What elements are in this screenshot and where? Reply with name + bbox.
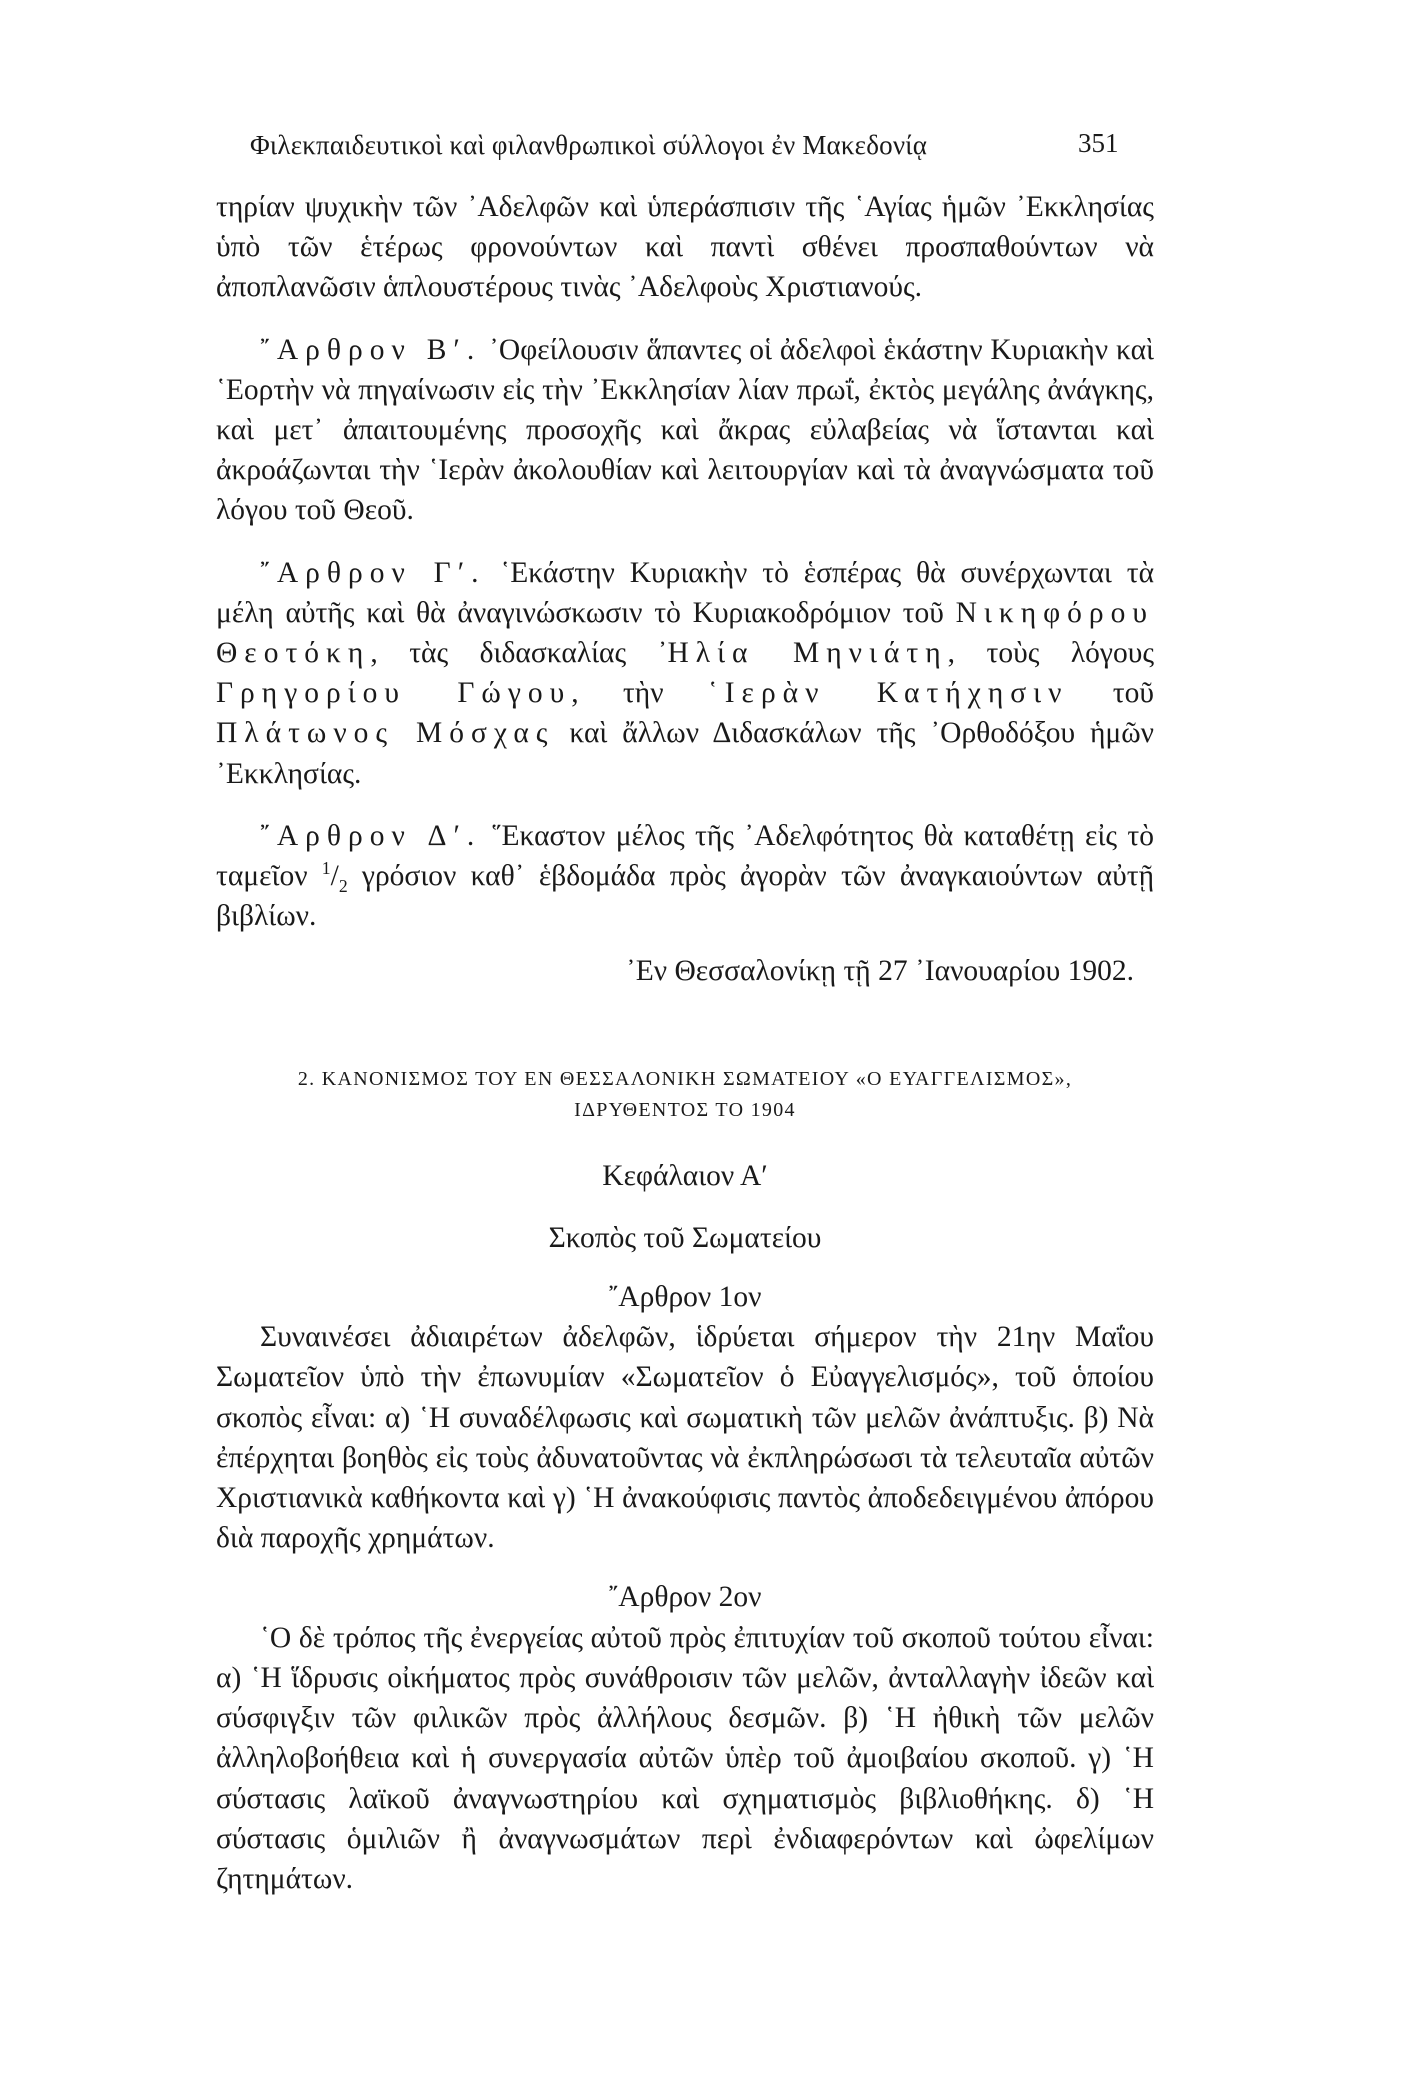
article-d-text: ῞Εκαστον μέλος τῆς ᾿Αδελφότητος θὰ καταθέτῃ εἰς τὸ ταμεῖον [216, 819, 1154, 893]
author-name: Γρηγορίου Γώγου [216, 677, 572, 710]
running-title: Φιλεκπαιδευτικοὶ καὶ φιλανθρωπικοὶ σύλλογοι ἐν Μακεδονίᾳ [250, 130, 928, 160]
article-g-text: τοῦ [1112, 677, 1155, 710]
page-number: 351 [1078, 128, 1119, 158]
article-g-text: καὶ ἄλλων Διδασκάλων τῆς ᾿Ορθοδόξου ἡμῶν ᾿Εκκλησίας. [216, 717, 1155, 790]
chapter-heading: Κεφάλαιον Α′ [602, 1159, 768, 1192]
fraction-numerator: 1 [321, 858, 331, 879]
article-g-text: , τοὺς λόγους [947, 637, 1154, 670]
article-b-text: ᾿Οφείλουσιν ἅπαντες οἱ ἀδελφοὶ ἑκάστην Κυριακὴν καὶ ῾Εορτὴν νὰ πηγαίνωσιν εἰς τὴν ᾿Εκκλησίαν λίαν πρωΐ, ἐκτὸς μεγάλης ἀνάγκης, καὶ μετ᾿ ἀπαιτουμένης προσοχῆς καὶ ἄκρας εὐλαβείας νὰ ἵστανται καὶ ἀκροάζωνται τὴν ῾Ιερὰν ἀκολουθίαν καὶ λειτουργίαν καὶ τὰ ἀναγνώσματα τοῦ λόγου τοῦ Θεοῦ. [216, 333, 1154, 527]
chapter-subtitle: Σκοπὸς τοῦ Σωματείου [548, 1221, 822, 1254]
article-d-label: ῎Αρθρον Δ′. [260, 819, 482, 852]
article-2-heading: ῎Αρθρον 2ον [608, 1581, 762, 1614]
article-g-text: ῾Εκάστην Κυριακὴν τὸ ἑσπέρας θὰ συνέρχωνται τὰ μέλη αὐτῆς καὶ θὰ ἀναγινώσκωσιν τὸ Κυριακοδρόμιον τοῦ [216, 556, 1155, 629]
article-2-paragraph: ῾Ο δὲ τρόπος τῆς ἐνεργείας αὐτοῦ πρὸς ἐπιτυχίαν τοῦ σκοποῦ τούτου εἶναι: α) ῾Η ἵδρυσις οἰκήματος πρὸς συνάθροισιν τῶν μελῶν, ἀνταλλαγὴν ἰδεῶν καὶ σύσφιγξιν τῶν φιλικῶν πρὸς ἀλλήλους δεσμῶν. β) ῾Η ἠθικὴ τῶν μελῶν ἀλληλοβοήθεια καὶ ἡ συνεργασία αὐτῶν ὑπὲρ τοῦ ἀμοιβαίου σκοποῦ. γ) ῾Η σύστασις λαϊκοῦ ἀναγνωστηρίου καὶ σχηματισμὸς βιβλιοθήκης. δ) ῾Η σύστασις ὁμιλιῶν ἢ ἀναγνωσμάτων περὶ ἐνδιαφερόντων καὶ ὠφελίμων ζητημάτων. [216, 1621, 1154, 1895]
page-body [216, 187, 1154, 1899]
author-name: Πλάτωνος Μόσχας [216, 717, 555, 750]
section-heading-line: 2. ΚΑΝΟΝΙΣΜΟΣ ΤΟΥ ΕΝ ΘΕΣΣΑΛΟΝΙΚΗ ΣΩΜΑΤΕΙΟΥ «Ο ΕΥΑΓΓΕΛΙΣΜΟΣ», [297, 1067, 1073, 1090]
continuation-paragraph: τηρίαν ψυχικὴν τῶν ᾿Αδελφῶν καὶ ὑπεράσπισιν τῆς ῾Αγίας ἡμῶν ᾿Εκκλησίας ὑπὸ τῶν ἑτέρως φρονούντων καὶ παντὶ σθένει προσπαθούντων νὰ ἀποπλανῶσιν ἁπλουστέρους τινὰς ᾿Αδελφοὺς Χριστιανούς. [216, 191, 1154, 304]
section-heading [216, 1064, 1154, 1126]
article-d-paragraph: ῎Αρθρον Δ′. ῞Εκαστον μέλος τῆς ᾿Αδελφότητος θὰ καταθέτῃ εἰς τὸ ταμεῖον $^1/_2$ γρόσιον καθ᾿ ἑβδομάδα πρὸς ἀγορὰν τῶν ἀναγκαιούντων αὐτῇ βιβλίων. [216, 819, 1154, 933]
fraction-denominator: 2 [338, 875, 348, 896]
author-name: Ηλία Μηνιάτη [667, 637, 948, 670]
article-d-text: γρόσιον καθ᾿ ἑβδομάδα πρὸς ἀγορὰν τῶν ἀναγκαιούντων αὐτῇ βιβλίων. [216, 860, 1154, 933]
article-g-paragraph [216, 553, 1154, 794]
article-g-text: , τὴν [571, 677, 664, 710]
article-g-text: , τὰς διδασκαλίας ᾿ [370, 637, 668, 670]
dateline: ᾿Εν Θεσσαλονίκῃ τῇ 27 ᾿Ιανουαρίου 1902. [625, 955, 1134, 988]
author-name: Νικηφόρου Θεοτόκη [216, 596, 1154, 670]
section-heading-line: ΙΔΡΥΘΕΝΤΟΣ ΤΟ 1904 [574, 1098, 796, 1121]
article-b-paragraph [216, 330, 1154, 531]
article-g-label: ῎Αρθρον Γ′. [260, 556, 486, 589]
article-b-label: ῎Αρθρον Β′. [260, 333, 482, 366]
book-title: ῾Ιερὰν Κατήχησιν [707, 677, 1069, 710]
article-1-paragraph: Συναινέσει ἀδιαιρέτων ἀδελφῶν, ἱδρύεται σήμερον τὴν 21ην Μαΐου Σωματεῖον ὑπὸ τὴν ἐπωνυμίαν «Σωματεῖον ὁ Εὐαγγελισμός», τοῦ ὁποίου σκοπὸς εἶναι: α) ῾Η συναδέλφωσις καὶ σωματικὴ τῶν μελῶν ἀνάπτυξις. β) Νὰ ἐπέρχηται βοηθὸς εἰς τοὺς ἀδυνατοῦντας νὰ ἐκπληρώσωσι τὰ τελευταῖα αὐτῶν Χριστιανικὰ καθήκοντα καὶ γ) ῾Η ἀνακούφισις παντὸς ἀποδεδειγμένου ἀπόρου διὰ παροχῆς χρημάτων. [216, 1321, 1154, 1555]
article-1-heading: ῎Αρθρον 1ον [608, 1281, 762, 1314]
